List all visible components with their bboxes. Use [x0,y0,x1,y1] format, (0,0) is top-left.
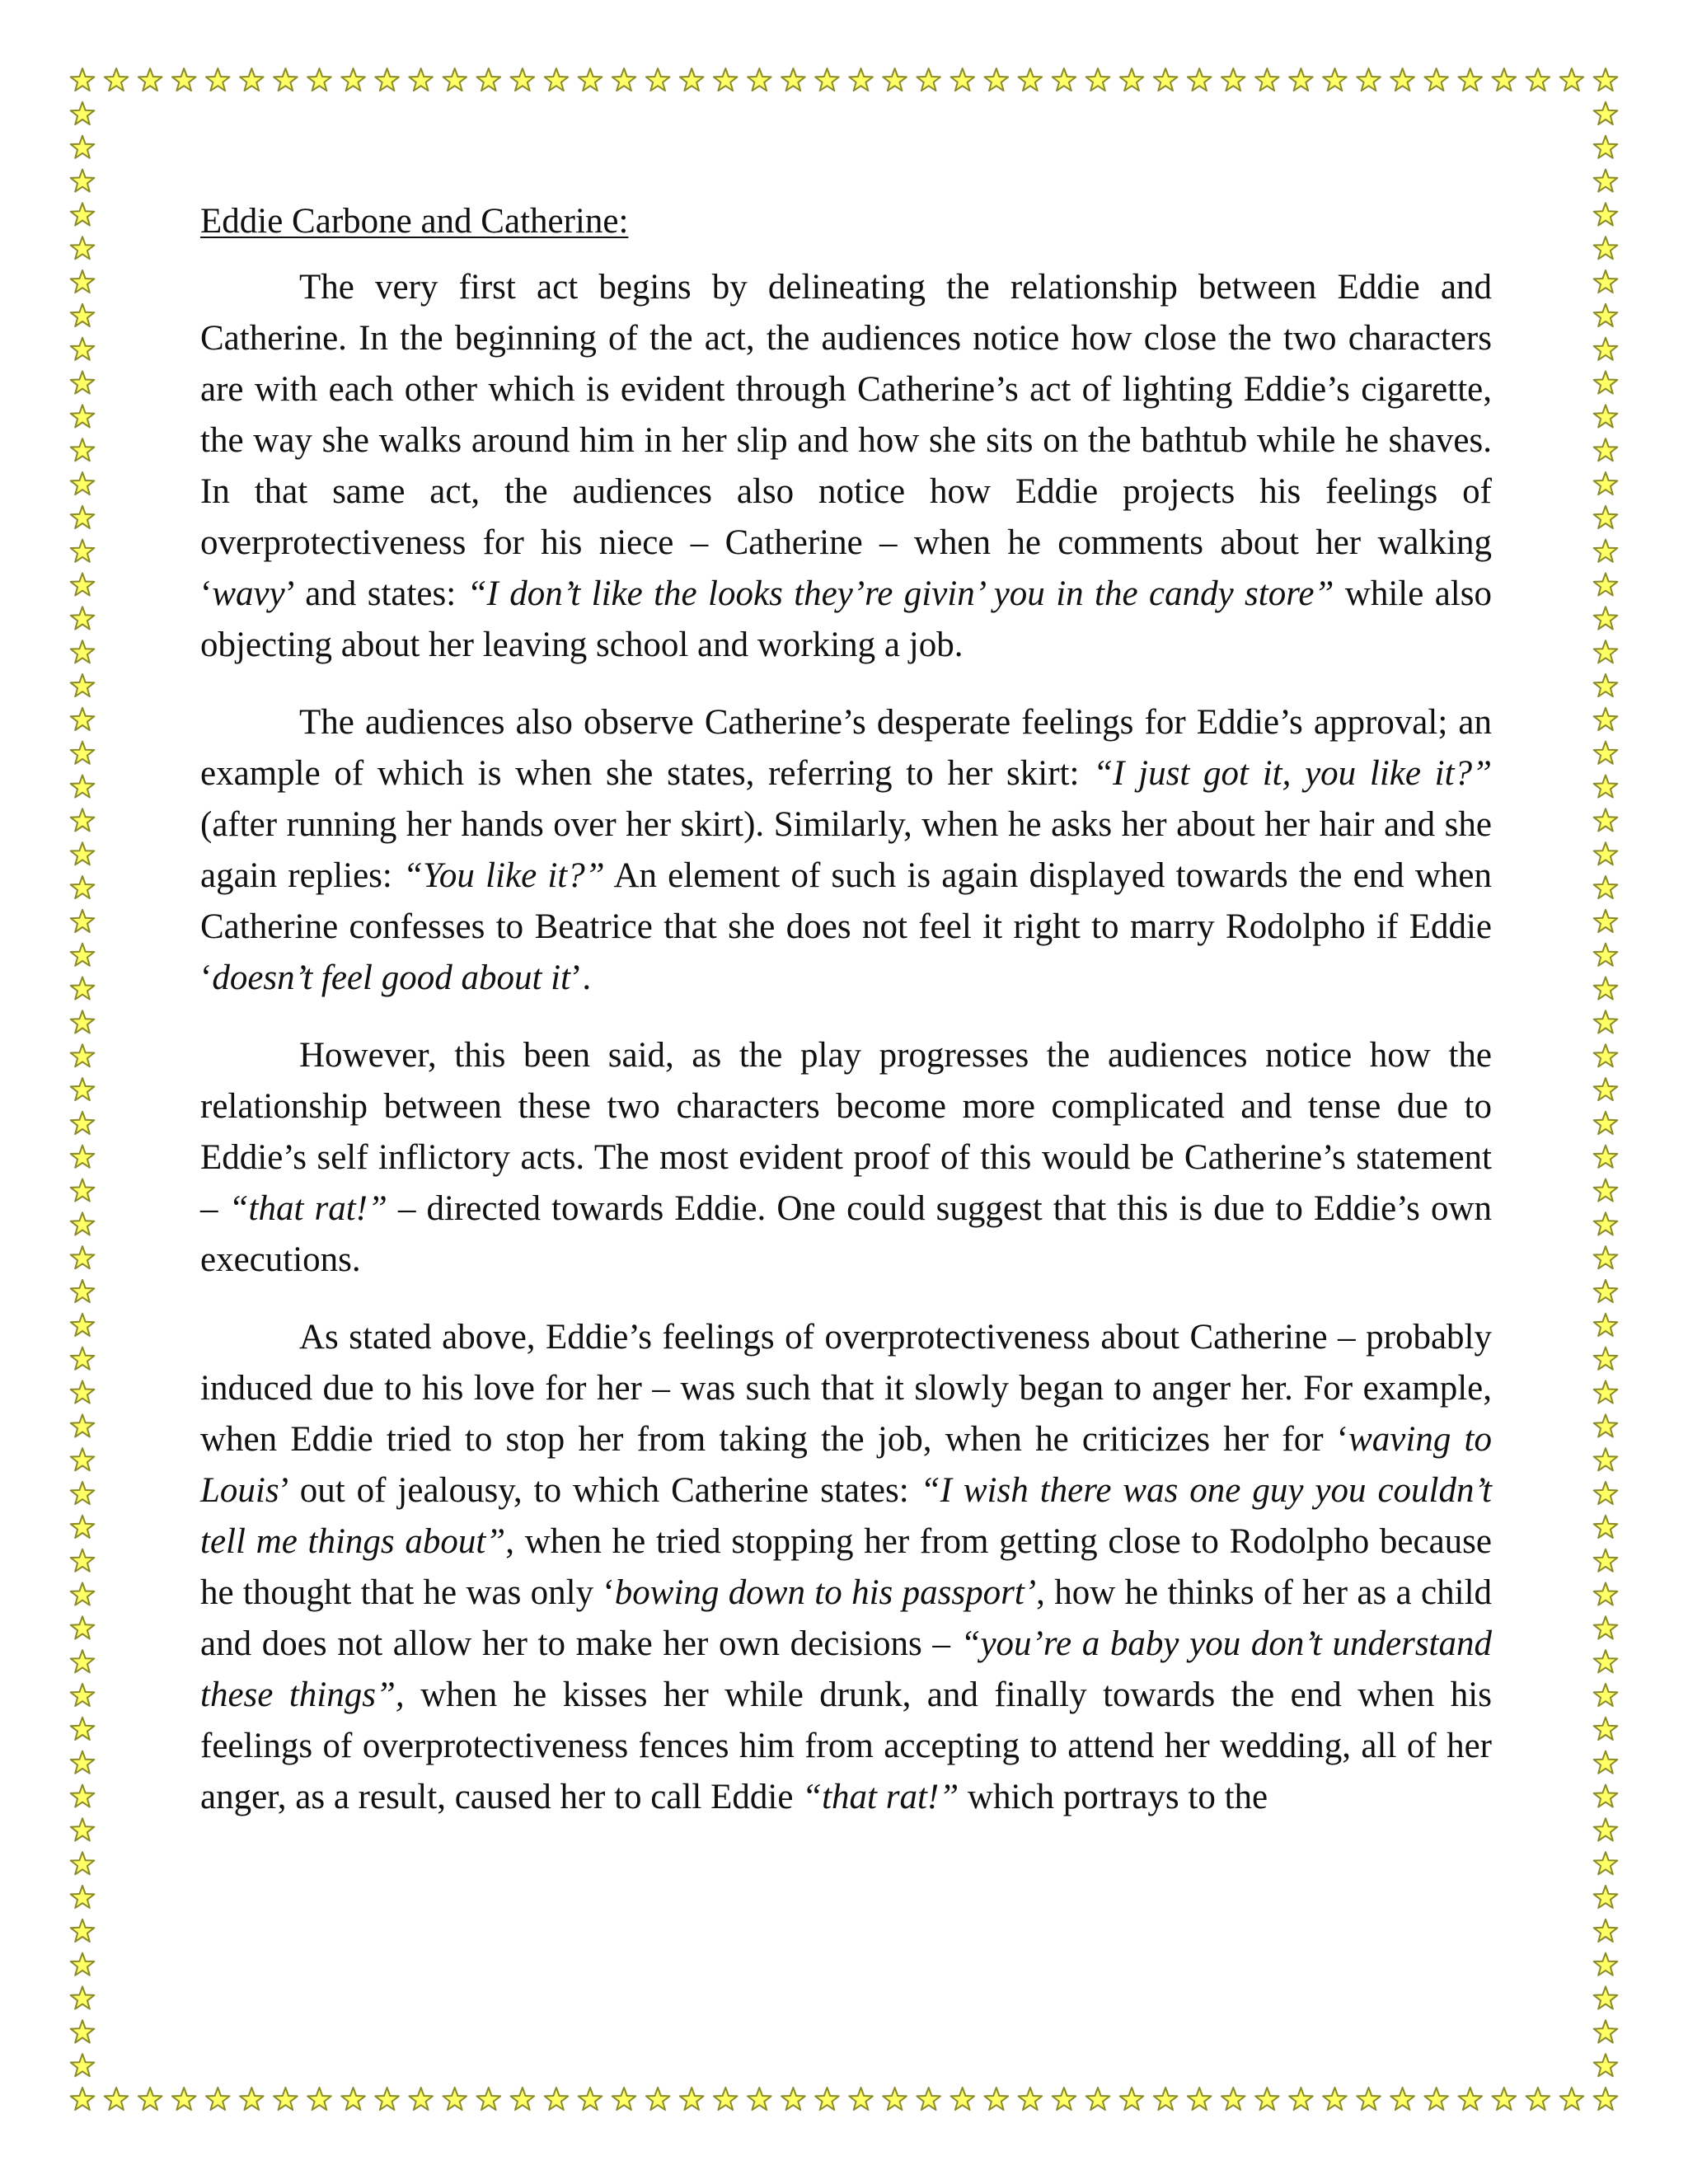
star-icon [849,68,873,91]
star-icon [883,2088,907,2110]
star-icon [1594,1616,1618,1638]
star-icon [1459,68,1483,91]
paragraph [200,1030,1492,1286]
star-icon [1594,1044,1618,1066]
body-text: The very first act begins by delineating the relationship between Eddie and Catherine. In the beginning of the act, the audiences notice how close the two characters are with each other which is evident through Catherine’s act of lighting Eddie’s cigarette, the way she walks around him in her slip and how she sits on the bathtub while he shaves. In that same act, the audiences also notice how Eddie projects his feelings of overprotectiveness for his niece – Catherine – when he comments about her walking ‘ [200,268,1492,613]
star-icon [849,2088,873,2110]
star-icon [71,1751,95,1774]
star-icon [71,1314,95,1336]
body-text: , how he thinks of her as a child and does not allow her to make her own decisions – [200,1573,1493,1663]
star-icon [1053,68,1076,91]
star-icon [1188,68,1212,91]
star-icon [1594,1179,1618,1202]
star-icon [1493,68,1517,91]
star-icon [1594,1852,1618,1874]
star-icon [71,1179,95,1202]
star-icon [883,68,907,91]
star-icon [1594,1684,1618,1706]
star-icon [477,2088,501,2110]
star-icon [1594,2020,1618,2042]
star-icon [1594,237,1618,259]
star-icon [1594,708,1618,730]
star-icon [1594,1482,1618,1504]
star-icon [1594,1010,1618,1033]
star-icon [71,1583,95,1605]
star-icon [71,338,95,360]
star-icon [1594,1785,1618,1807]
star-icon [409,68,433,91]
star-icon [341,68,365,91]
quote-text: “that rat!” [228,1189,387,1228]
star-icon [1594,405,1618,427]
paragraph [200,697,1492,1004]
star-icon [1255,68,1279,91]
star-icon [71,1044,95,1066]
star-icon [1594,1919,1618,1942]
body-text: An element of such is again displayed towards the end when Catherine confesses to Beatrice that she does not feel it right to marry Rodolpho if Eddie ‘ [200,856,1492,997]
star-icon [71,944,95,966]
star-icon [646,2088,670,2110]
star-icon [71,776,95,798]
star-icon [748,2088,771,2110]
star-icon [1120,2088,1144,2110]
star-icon [71,1616,95,1638]
star-icon [71,574,95,596]
section-heading: Eddie Carbone and Catherine: [200,202,629,241]
star-icon [71,1718,95,1740]
quote-text: “you’re a baby you don’t understand these things”, [200,1624,1493,1714]
star-icon [71,1448,95,1470]
star-icon [1424,68,1448,91]
star-icon [1357,2088,1381,2110]
star-icon [545,2088,569,2110]
star-icon [1594,1953,1618,1975]
star-icon [1594,842,1618,865]
star-icon [1594,944,1618,966]
star-icon [274,68,298,91]
star-icon [71,1347,95,1370]
star-icon [1594,1246,1618,1268]
star-icon [172,68,196,91]
star-icon [1526,2088,1550,2110]
star-icon [71,270,95,293]
star-icon [71,1010,95,1033]
star-icon [1221,68,1245,91]
star-icon [71,1987,95,2009]
body-text: ’ out of jealousy, to which Catherine states: [279,1471,921,1510]
star-icon [206,68,230,91]
star-icon [1594,1751,1618,1774]
star-icon [1594,1818,1618,1840]
star-icon [1594,910,1618,932]
star-icon [71,1953,95,1975]
star-icon [646,68,670,91]
quote-text: “I don’t like the looks they’re givin’ you in the candy store” [467,574,1334,613]
star-icon [71,68,95,91]
star-icon [71,1549,95,1572]
star-icon [1289,2088,1313,2110]
star-icon [579,68,603,91]
star-icon [443,68,467,91]
star-icon [1594,1886,1618,1908]
star-icon [138,68,162,91]
star-icon [1594,1583,1618,1605]
star-icon [1390,2088,1414,2110]
star-icon [71,640,95,663]
star-icon [1594,1347,1618,1370]
star-icon [1594,1718,1618,1740]
star-icon [1221,2088,1245,2110]
star-icon [206,2088,230,2110]
body-text: (after running her hands over her skirt). Similarly, when he asks her about her hair and she again replies: [200,805,1492,895]
star-icon [71,506,95,528]
star-icon [917,68,940,91]
star-icon [71,876,95,898]
star-icon [1594,1381,1618,1404]
body-text: – directed towards Eddie. One could suggest that this is due to Eddie’s own executions. [200,1189,1492,1279]
star-icon [375,68,399,91]
quote-text: “You like it?” [403,856,605,895]
star-icon [240,2088,264,2110]
star-icon [1493,2088,1517,2110]
star-icon [71,540,95,562]
star-icon [1594,203,1618,225]
star-icon [511,2088,535,2110]
star-icon [1594,640,1618,663]
star-icon [1019,68,1043,91]
quote-text: “I wish there was one guy you couldn’t tell me things about” [200,1471,1493,1561]
paragraphs-container [200,262,1492,1823]
paragraph [200,262,1492,671]
star-icon [1594,338,1618,360]
star-icon [71,1280,95,1302]
star-icon [1053,2088,1076,2110]
star-icon [71,102,95,124]
star-icon [1594,102,1618,124]
star-icon [71,1146,95,1168]
star-icon [1594,574,1618,596]
star-icon [1594,1650,1618,1672]
star-icon [1289,68,1313,91]
star-icon [71,2020,95,2042]
star-icon [71,304,95,326]
body-text: when he kisses her while drunk, and finally towards the end when his feelings of overprotectiveness fences him from accepting to attend her wedding, all of her anger, as a result, caused her to call Eddie [200,1675,1492,1816]
star-icon [138,2088,162,2110]
star-icon [71,438,95,461]
star-icon [172,2088,196,2110]
star-icon [917,2088,940,2110]
star-icon [375,2088,399,2110]
star-icon [71,1785,95,1807]
star-icon [1594,1112,1618,1134]
star-icon [1594,674,1618,696]
body-text: ’. [570,958,592,997]
star-icon [307,68,331,91]
star-icon [1594,1212,1618,1235]
star-icon [612,2088,636,2110]
star-icon [1594,506,1618,528]
star-icon [341,2088,365,2110]
star-icon [680,68,704,91]
star-icon [1594,540,1618,562]
star-icon [1594,876,1618,898]
quote-text: “I just got it, you like it?” [1093,754,1492,793]
star-icon [71,742,95,764]
star-icon [545,68,569,91]
star-icon [1594,1146,1618,1168]
star-icon [1526,68,1550,91]
star-icon [71,910,95,932]
star-icon [71,2054,95,2076]
star-icon [1594,1078,1618,1100]
star-icon [71,237,95,259]
star-icon [1424,2088,1448,2110]
star-icon [71,372,95,394]
star-icon [443,2088,467,2110]
star-icon [781,68,805,91]
star-icon [71,1919,95,1942]
star-icon [307,2088,331,2110]
star-icon [1323,68,1347,91]
star-icon [1594,808,1618,831]
quote-text: doesn’t feel good about it [212,958,571,997]
star-icon [409,2088,433,2110]
star-icon [105,68,129,91]
star-icon [1560,2088,1584,2110]
star-icon [1594,776,1618,798]
star-icon [1594,1414,1618,1436]
star-icon [815,68,839,91]
star-icon [71,1852,95,1874]
star-icon [985,2088,1009,2110]
star-icon [1560,68,1584,91]
star-icon [1594,977,1618,1000]
star-icon [71,1650,95,1672]
star-icon [1594,1448,1618,1470]
star-icon [1357,68,1381,91]
star-icon [1594,304,1618,326]
quote-text: waving to Louis [200,1420,1492,1510]
document-body [200,196,1492,1849]
star-icon [71,1246,95,1268]
star-icon [1594,1549,1618,1572]
star-icon [71,1482,95,1504]
star-icon [511,68,535,91]
star-icon [105,2088,129,2110]
quote-text: “that rat!” [802,1778,959,1816]
star-icon [1323,2088,1347,2110]
star-icon [1594,2054,1618,2076]
star-icon [1154,2088,1178,2110]
star-icon [815,2088,839,2110]
star-icon [1594,438,1618,461]
star-icon [71,1684,95,1706]
star-icon [714,68,738,91]
star-icon [1594,1314,1618,1336]
star-icon [71,977,95,1000]
body-text: As stated above, Eddie’s feelings of overprotectiveness about Catherine – probably induced due to his love for her – was such that it slowly began to anger her. For example, when Eddie tried to stop her from taking the job, when he criticizes her for ‘ [200,1318,1492,1459]
star-icon [274,2088,298,2110]
star-icon [1594,1280,1618,1302]
body-text: ’ and states: [284,574,467,613]
star-icon [71,472,95,494]
star-icon [1594,472,1618,494]
star-icon [1594,136,1618,158]
star-icon [1594,2088,1618,2110]
star-icon [71,2088,95,2110]
star-icon [579,2088,603,2110]
body-text: which portrays to the [959,1778,1268,1816]
quote-text: wavy [212,574,285,613]
star-icon [680,2088,704,2110]
star-icon [1459,2088,1483,2110]
star-icon [240,68,264,91]
star-icon [1086,68,1110,91]
star-icon [1594,607,1618,629]
star-icon [1019,2088,1043,2110]
star-icon [1594,1516,1618,1538]
star-icon [71,1112,95,1134]
star-icon [71,708,95,730]
star-icon [71,1212,95,1235]
star-icon [71,1078,95,1100]
star-icon [71,136,95,158]
star-icon [1594,270,1618,293]
paragraph [200,1312,1492,1823]
star-icon [748,68,771,91]
star-icon [985,68,1009,91]
star-icon [781,2088,805,2110]
body-text: , when he tried stopping her from getting close to Rodolpho because he thought that he was only ‘ [200,1522,1492,1612]
star-icon [1594,1987,1618,2009]
body-text: However, this been said, as the play progresses the audiences notice how the relationship between these two characters become more complicated and tense due to Eddie’s self inflictory acts. The most evident proof of this would be Catherine’s statement – [200,1036,1492,1228]
quote-text: bowing down to his passport’ [614,1573,1037,1612]
body-text: The audiences also observe Catherine’s desperate feelings for Eddie’s approval; an example of which is when she states, referring to her skirt: [200,703,1492,793]
star-icon [477,68,501,91]
star-icon [1154,68,1178,91]
star-icon [71,1516,95,1538]
star-icon [71,405,95,427]
star-icon [71,203,95,225]
star-icon [71,1886,95,1908]
body-text: while also objecting about her leaving school and working a job. [200,574,1492,664]
star-icon [71,1414,95,1436]
star-icon [1086,2088,1110,2110]
star-icon [71,607,95,629]
star-icon [71,170,95,192]
star-icon [714,2088,738,2110]
star-icon [612,68,636,91]
star-icon [1594,170,1618,192]
star-icon [71,842,95,865]
star-icon [1120,68,1144,91]
star-icon [71,808,95,831]
star-icon [71,674,95,696]
star-icon [951,2088,975,2110]
star-icon [71,1381,95,1404]
star-icon [71,1818,95,1840]
star-icon [951,68,975,91]
star-icon [1594,372,1618,394]
star-icon [1255,2088,1279,2110]
star-icon [1594,68,1618,91]
star-icon [1390,68,1414,91]
star-icon [1594,742,1618,764]
star-icon [1188,2088,1212,2110]
